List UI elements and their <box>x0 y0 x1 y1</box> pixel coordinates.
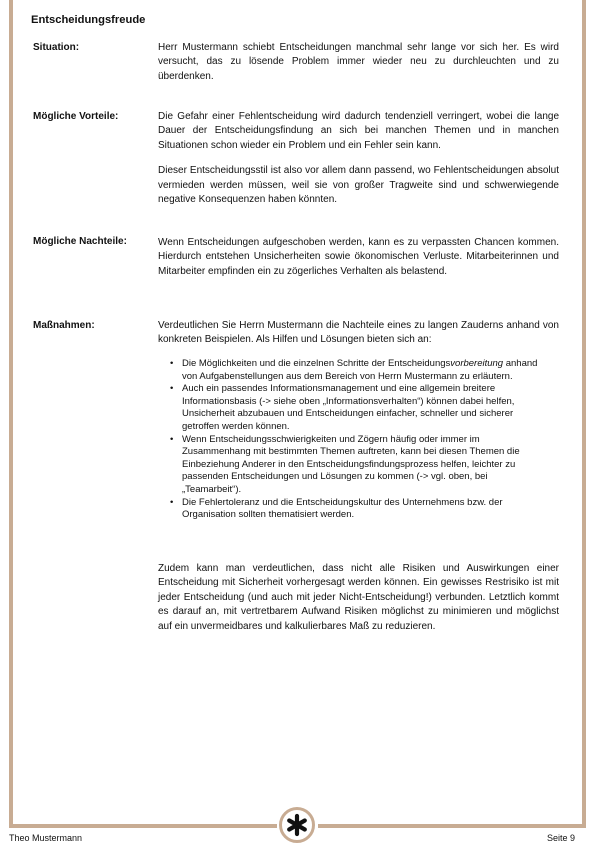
bullet-text: Auch ein passendes Informationsmanagement und eine allgemein breitere Informationsbasis (-> siehe oben „Informationsverhalten“) können dabei helfen, Unsicherheit abzubauen und Entscheidungen einfacher, schneller und sicherer getroffen werden können. <box>182 383 515 432</box>
footer-author: Theo Mustermann <box>9 833 83 843</box>
bullet-icon: • <box>170 383 174 395</box>
advantages-label: Mögliche Vorteile: <box>33 111 119 122</box>
list-item <box>170 497 546 522</box>
advantages-text <box>158 110 559 207</box>
bullet-text: Die Möglichkeiten und die einzelnen Schritte der Entscheidungs <box>182 358 451 369</box>
bullet-icon: • <box>170 496 174 508</box>
footer-page-number: Seite 9 <box>547 833 576 843</box>
list-item <box>170 434 546 497</box>
bullet-text-continued: anhand von Aufgabenstellungen aus dem Bereich von Herrn Mustermann zu erläutern. <box>182 358 538 382</box>
page-frame-right <box>582 0 586 828</box>
disadvantages-paragraph: Wenn Entscheidungen aufgeschoben werden, kann es zu verpassten Chancen kommen. Hierdurch entstehen Unsicherheiten sowie ökonomischen Verluste. Mitarbeiterinnen und Mitarbeiter empfinden ein zu zögerliches Verhalten als belastend. <box>158 237 559 277</box>
situation-text <box>158 41 559 84</box>
advantages-paragraph-2: Dieser Entscheidungsstil ist also vor allem dann passend, wo Fehlentscheidungen absolut vermieden werden müssen, weil sie von großer Tragweite sind und schwerwiegende negative Konsequenzen haben könnten. <box>158 165 559 206</box>
bullet-icon: • <box>170 433 174 445</box>
measures-label: Maßnahmen: <box>33 320 95 331</box>
bullet-text: Die Fehlertoleranz und die Entscheidungskultur des Unternehmens bzw. der Organisation sollten thematisiert werden. <box>182 496 503 521</box>
page-frame-bottom-left <box>9 824 277 828</box>
asterisk-circle-icon <box>278 806 316 844</box>
disadvantages-text <box>158 236 559 279</box>
measures-closing-paragraph: Zudem kann man verdeutlichen, dass nicht alle Risiken und Auswirkungen einer Entscheidung mit Sicherheit vorhergesagt werden können. Ein gewisses Restrisiko ist mit jeder Entscheidung (und auch mit jeder Nicht-Entscheidung!) verbunden. Letztlich kommt es darauf an, mit vertretbarem Aufwand Risiken möglichst zu minimieren und möglichst auf ein unvermeidbares und kalkulierbares Maß zu reduzieren. <box>158 563 559 632</box>
list-item <box>170 383 546 433</box>
disadvantages-label: Mögliche Nachteile: <box>33 236 127 247</box>
bullet-text: Wenn Entscheidungsschwierigkeiten und Zögern häufig oder immer im Zusammenhang mit bestimmten Themen auftreten, kann bei diesen Themen die Einbeziehung Anderer in den Entscheidungsfindungsprozess helfen, leichter zu passenden Entscheidungen und Lösungen zu kommen (-> vgl. oben, bei „Teamarbeit“). <box>182 433 520 495</box>
measures-intro <box>158 319 559 348</box>
page-frame-bottom-right <box>318 824 586 828</box>
measures-intro-paragraph: Verdeutlichen Sie Herrn Mustermann die Nachteile eines zu langen Zauderns anhand von konkreten Beispielen. Als Hilfen und Lösungen bieten sich an: <box>158 320 559 346</box>
measures-closing <box>158 562 559 634</box>
situation-label: Situation: <box>33 42 80 53</box>
advantages-paragraph-1: Die Gefahr einer Fehlentscheidung wird dadurch tendenziell verringert, wobei die lange Dauer der Entscheidungsfindung an sich bei manchen Themen und in manchen Situationen schon wieder ein Problem und ein Fehler sein kann. <box>158 111 559 151</box>
bullet-icon: • <box>170 358 174 369</box>
measures-bullet-list <box>170 358 546 522</box>
bullet-emphasis: vorbereitung <box>450 358 504 369</box>
list-item <box>170 358 546 383</box>
section-title: Entscheidungsfreude <box>31 14 146 26</box>
page-frame-left <box>9 0 13 828</box>
situation-paragraph: Herr Mustermann schiebt Entscheidungen manchmal sehr lange vor sich her. Es wird versucht, das zu lösende Problem immer wieder neu zu durchleuchten und zu überdenken. <box>158 42 559 82</box>
